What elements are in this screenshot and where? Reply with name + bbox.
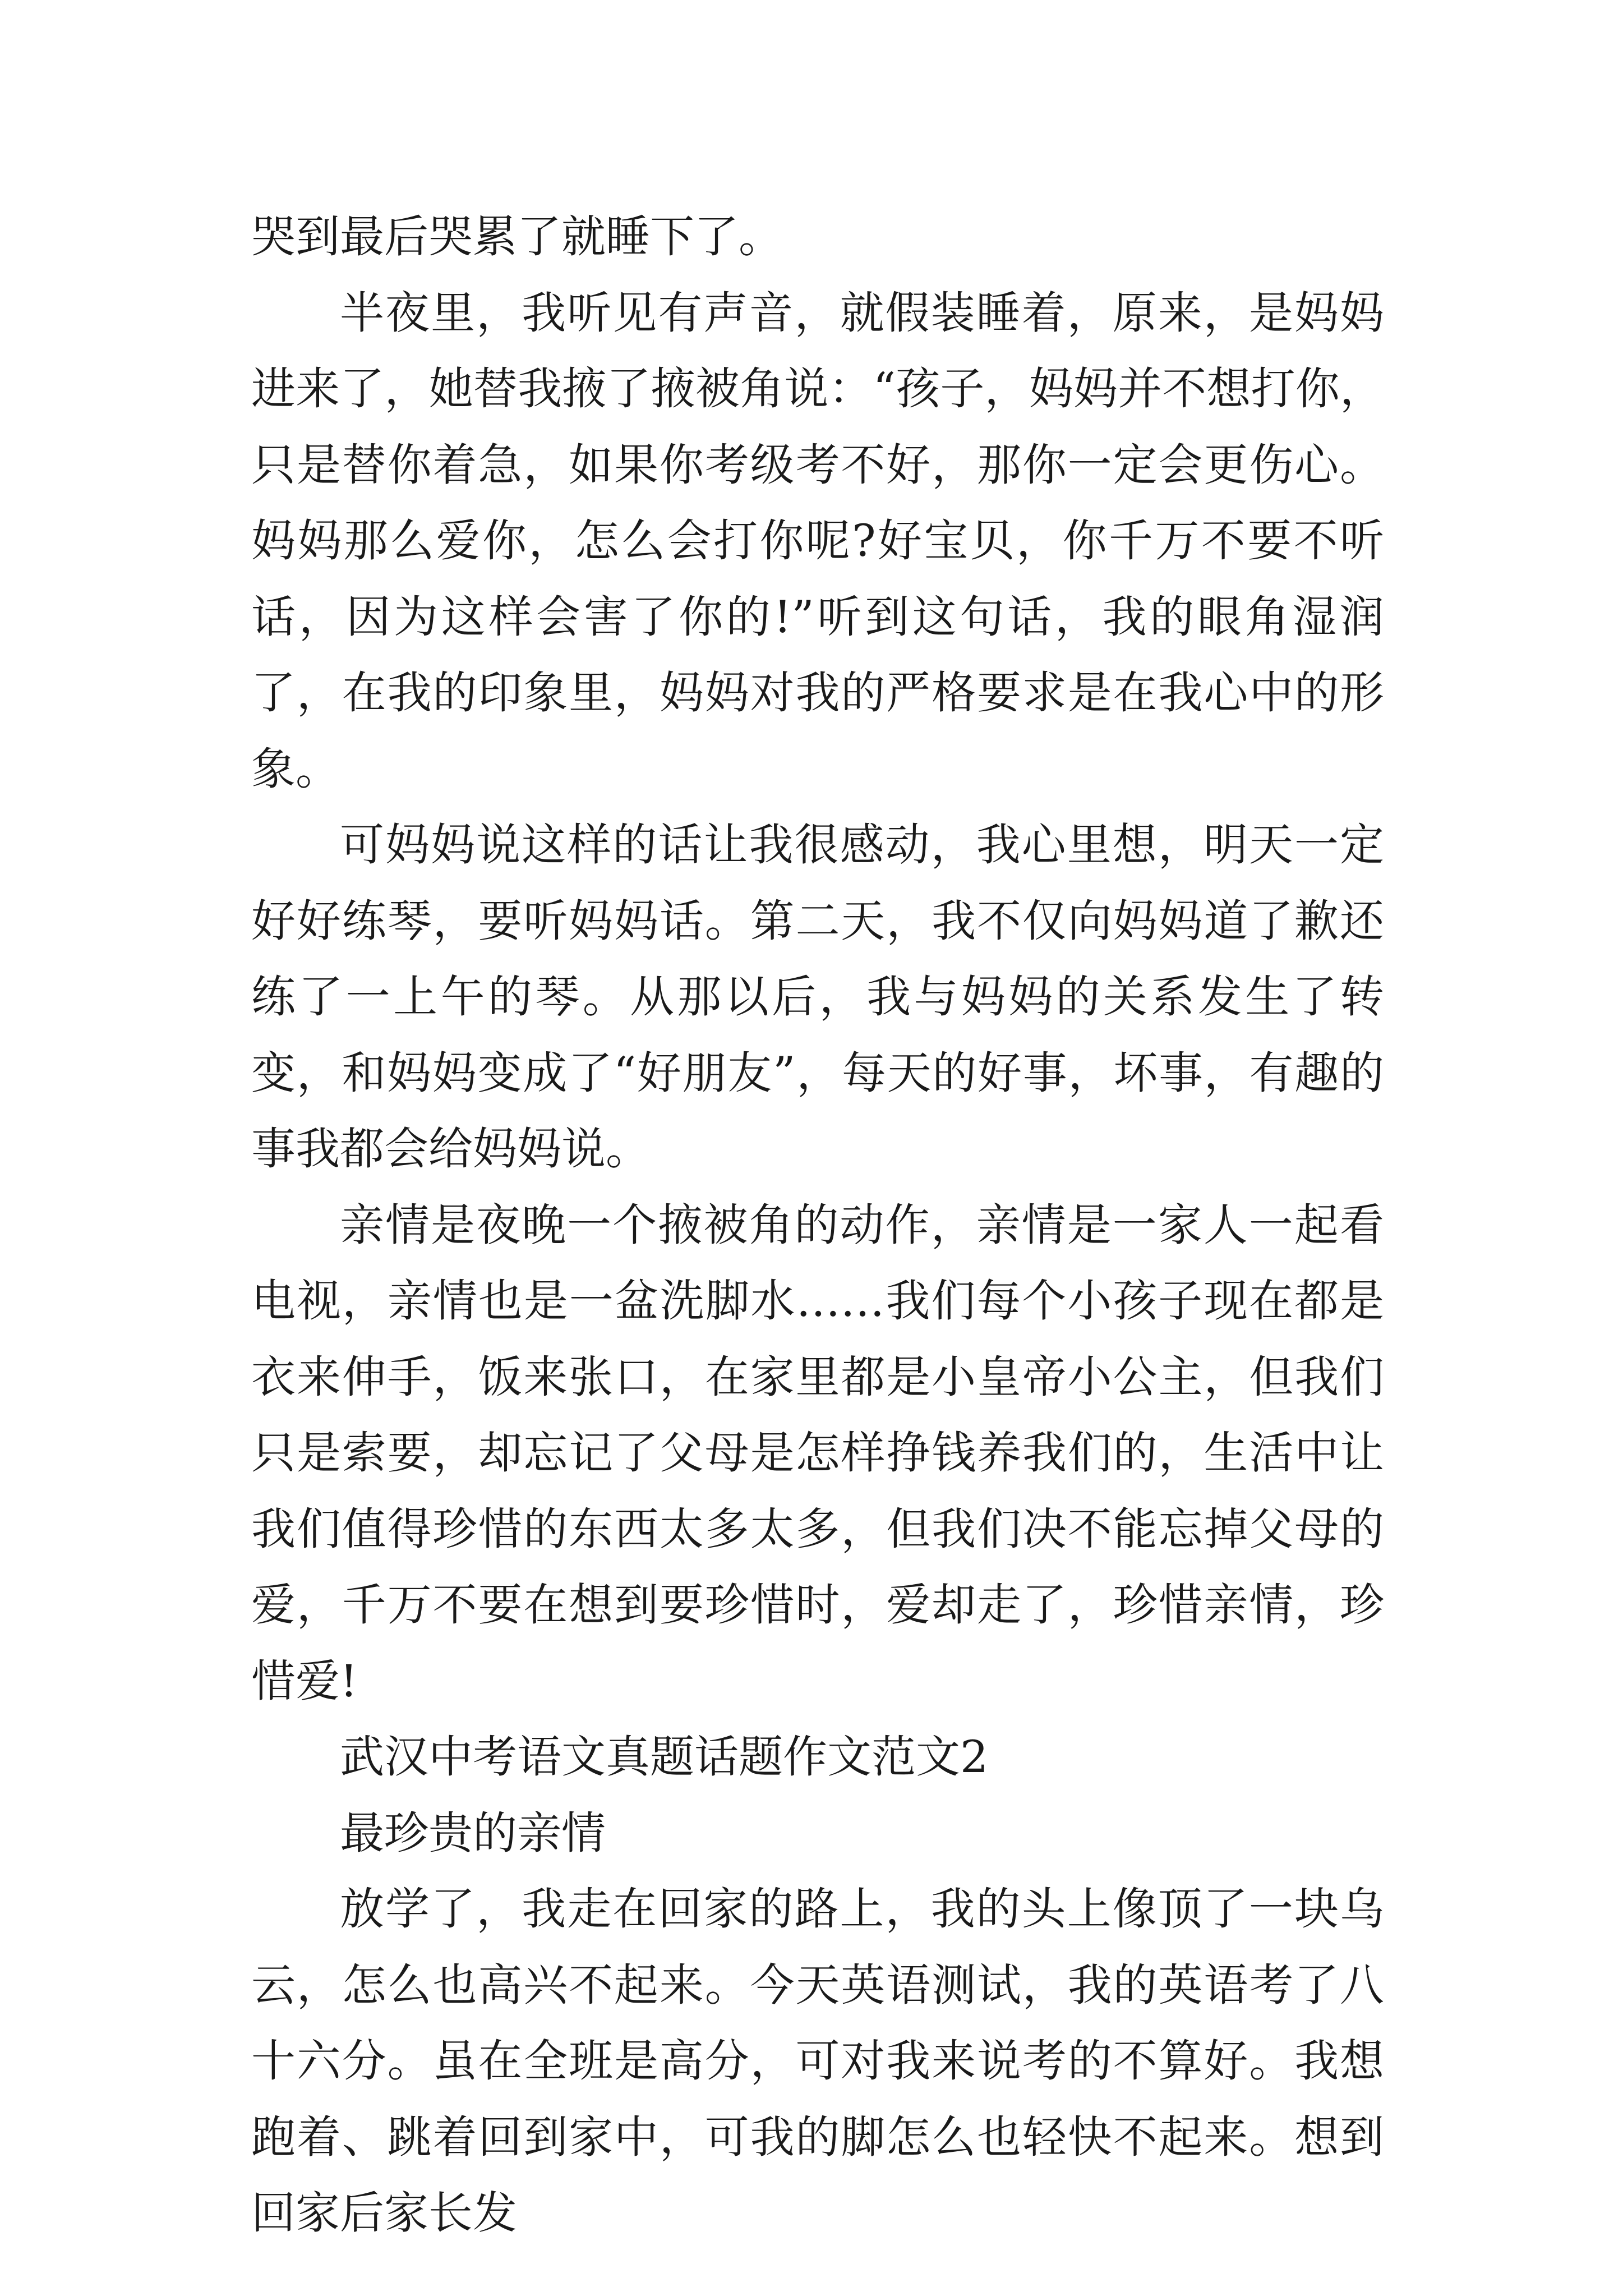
- paragraph-midnight: 半夜里，我听见有声音，就假装睡着，原来，是妈妈进来了，她替我掖了掖被角说：“孩子，妈妈并不想打你，只是替你着急，如果你考级考不好，那你一定会更伤心。妈妈那么爱你，怎么会打你呢?好宝贝，你千万不要不听话，因为这样会害了你的!”听到这句话，我的眼角湿润了，在我的印象里，妈妈对我的严格要求是在我心中的形象。: [251, 287, 1384, 795]
- paragraph-conclusion: 亲情是夜晚一个掖被角的动作，亲情是一家人一起看电视，亲情也是一盆洗脚水……我们每个小孩子现在都是衣来伸手，饭来张口，在家里都是小皇帝小公主，但我们只是索要，却忘记了父母是怎样挣钱养我们的，生活中让我们值得珍惜的东西太多太多，但我们决不能忘掉父母的爱，千万不要在想到要珍惜时，爱却走了，珍惜亲情，珍惜爱!: [251, 1199, 1384, 1707]
- essay-title: 最珍贵的亲情: [340, 1807, 606, 1859]
- document-body: [251, 199, 1384, 2252]
- paragraph-continuation: 哭到最后哭累了就睡下了。: [251, 211, 783, 263]
- paragraph-next-day: 可妈妈说这样的话让我很感动，我心里想，明天一定好好练琴，要听妈妈话。第二天，我不仅向妈妈道了歉还练了一上午的琴。从那以后，我与妈妈的关系发生了转变，和妈妈变成了“好朋友”，每天的好事，坏事，有趣的事我都会给妈妈说。: [251, 819, 1384, 1175]
- section-heading: 武汉中考语文真题话题作文范文2: [340, 1731, 989, 1783]
- paragraph-essay-opening: 放学了，我走在回家的路上，我的头上像顶了一块乌云，怎么也高兴不起来。今天英语测试，我的英语考了八十六分。虽在全班是高分，可对我来说考的不算好。我想跑着、跳着回到家中，可我的脚怎么也轻快不起来。想到回家后家长发: [251, 1883, 1384, 2239]
